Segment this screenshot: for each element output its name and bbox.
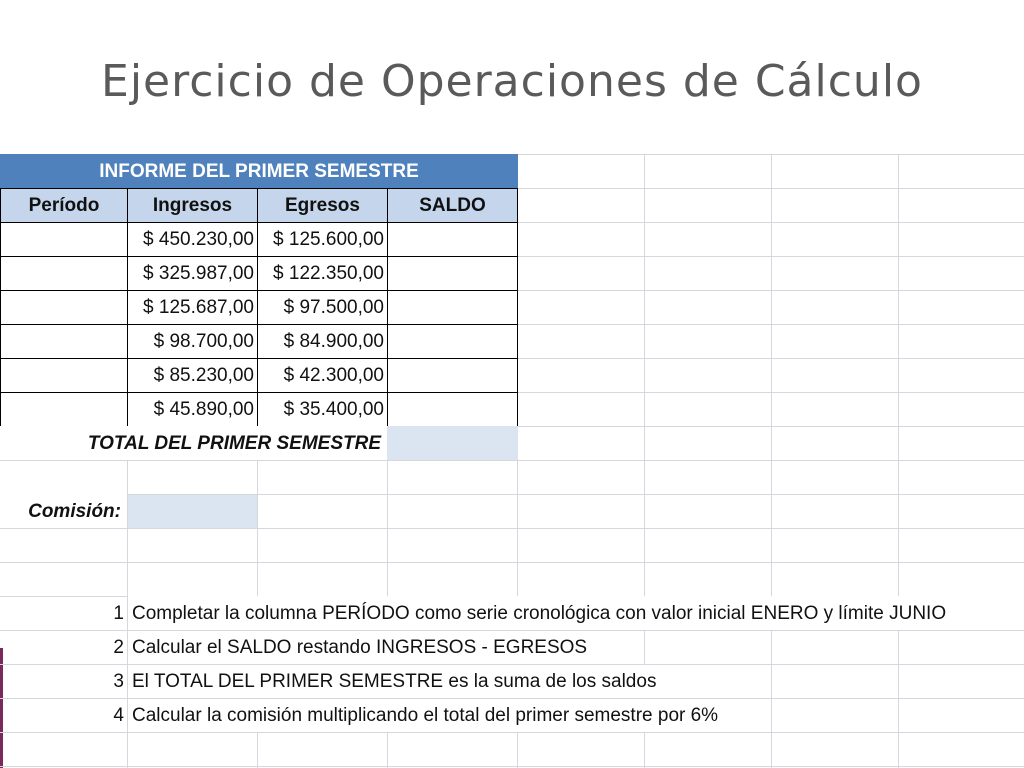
- commission-value-cell[interactable]: [128, 495, 257, 528]
- saldo-cell[interactable]: [387, 222, 518, 257]
- egresos-cell[interactable]: $ 42.300,00: [257, 358, 388, 393]
- gridline: [0, 766, 1024, 767]
- gridline: [898, 154, 899, 768]
- ingresos-cell[interactable]: $ 450.230,00: [127, 222, 258, 257]
- instruction-text: Calcular el SALDO restando INGRESOS - EGRESOS: [128, 631, 644, 664]
- saldo-cell[interactable]: [387, 256, 518, 291]
- egresos-cell[interactable]: $ 125.600,00: [257, 222, 388, 257]
- egresos-cell[interactable]: $ 97.500,00: [257, 290, 388, 325]
- periodo-cell[interactable]: [0, 358, 128, 393]
- saldo-cell[interactable]: [387, 358, 518, 393]
- instruction-text: Calcular la comisión multiplicando el total del primer semestre por 6%: [128, 699, 771, 732]
- saldo-cell[interactable]: [387, 290, 518, 325]
- gridline: [0, 528, 1024, 529]
- ingresos-cell[interactable]: $ 85.230,00: [127, 358, 258, 393]
- ingresos-cell[interactable]: $ 325.987,00: [127, 256, 258, 291]
- slide-title: Ejercicio de Operaciones de Cálculo: [101, 56, 923, 107]
- saldo-cell[interactable]: [387, 324, 518, 359]
- commission-label: Comisión:: [0, 494, 127, 528]
- instruction-text: El TOTAL DEL PRIMER SEMESTRE es la suma de los saldos: [128, 665, 771, 698]
- header-egresos[interactable]: Egresos: [257, 188, 388, 223]
- instruction-number: 1: [113, 602, 124, 624]
- egresos-cell[interactable]: $ 84.900,00: [257, 324, 388, 359]
- instruction-number: 3: [113, 670, 124, 692]
- periodo-cell[interactable]: [0, 222, 128, 257]
- header-ingresos[interactable]: Ingresos: [127, 188, 258, 223]
- egresos-cell[interactable]: $ 35.400,00: [257, 392, 388, 427]
- header-periodo[interactable]: Período: [0, 188, 128, 223]
- gridline: [0, 562, 1024, 563]
- periodo-cell[interactable]: [0, 290, 128, 325]
- instruction-number: 2: [113, 636, 124, 658]
- instruction-number: 4: [113, 704, 124, 726]
- periodo-cell[interactable]: [0, 256, 128, 291]
- header-saldo[interactable]: SALDO: [387, 188, 518, 223]
- gridline: [0, 732, 1024, 733]
- gridline: [771, 154, 772, 768]
- ingresos-cell[interactable]: $ 125.687,00: [127, 290, 258, 325]
- saldo-cell[interactable]: [387, 392, 518, 427]
- total-value-cell[interactable]: [387, 426, 518, 460]
- periodo-cell[interactable]: [0, 392, 128, 427]
- ingresos-cell[interactable]: $ 45.890,00: [127, 392, 258, 427]
- ingresos-cell[interactable]: $ 98.700,00: [127, 324, 258, 359]
- instruction-text: Completar la columna PERÍODO como serie cronológica con valor inicial ENERO y límite JUNIO: [128, 596, 1024, 630]
- gridline: [0, 460, 1024, 461]
- spreadsheet-grid: [0, 154, 1024, 768]
- total-label: TOTAL DEL PRIMER SEMESTRE: [0, 426, 387, 460]
- report-title[interactable]: INFORME DEL PRIMER SEMESTRE: [0, 154, 518, 189]
- periodo-cell[interactable]: [0, 324, 128, 359]
- egresos-cell[interactable]: $ 122.350,00: [257, 256, 388, 291]
